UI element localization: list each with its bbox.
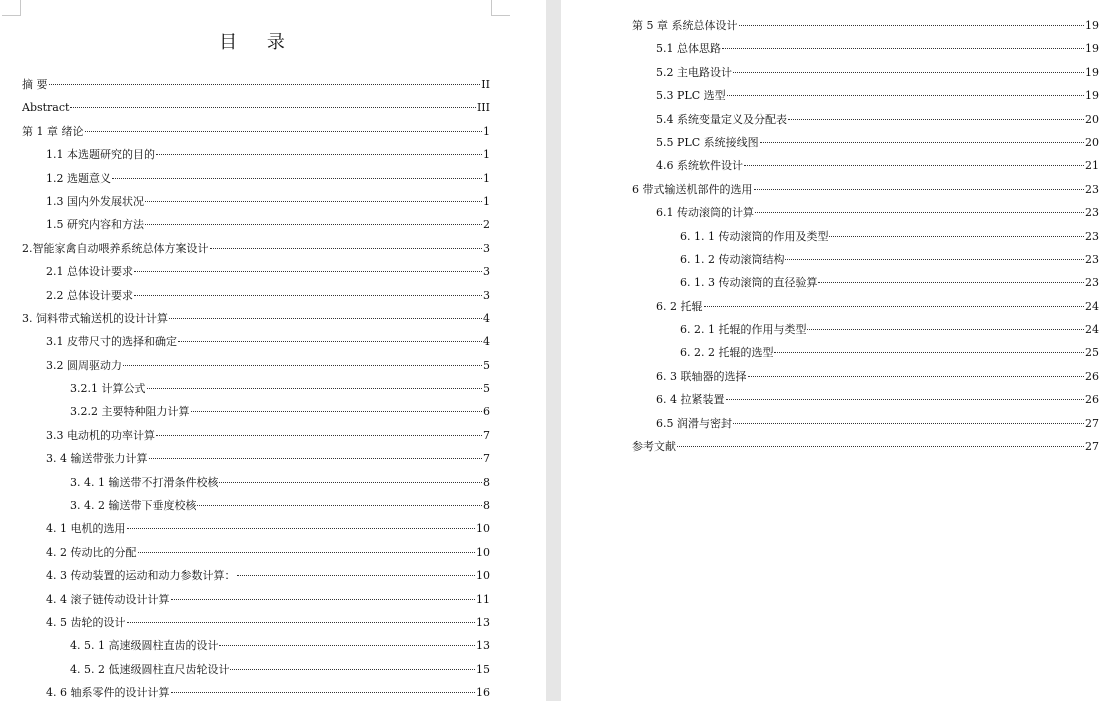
toc-entry-page-number: 1 — [483, 148, 490, 162]
margin-corner-mark — [2, 0, 21, 16]
toc-dot-leader — [127, 528, 476, 529]
toc-entry-label: 3.1 皮带尺寸的选择和确定 — [46, 335, 177, 349]
toc-entry-page-number: 24 — [1085, 299, 1099, 313]
toc-entry-label: 4. 3 传动装置的运动和动力参数计算： — [46, 569, 236, 583]
toc-entry-label: 3. 4 输送带张力计算 — [46, 452, 148, 466]
toc-dot-leader — [744, 165, 1084, 166]
toc-entry-page-number: 19 — [1085, 65, 1099, 79]
toc-entry[interactable] — [22, 213, 490, 236]
toc-list — [22, 73, 490, 701]
toc-entry[interactable] — [632, 108, 1099, 131]
toc-entry-page-number: 4 — [483, 335, 490, 349]
toc-dot-leader — [178, 341, 482, 342]
toc-entry-page-number: 1 — [483, 194, 490, 208]
toc-entry-page-number: 21 — [1085, 159, 1099, 173]
toc-entry-page-number: 11 — [476, 592, 490, 606]
toc-dot-leader — [123, 365, 482, 366]
toc-entry-page-number: 19 — [1085, 19, 1099, 32]
toc-entry[interactable] — [632, 388, 1099, 411]
toc-entry-label: 1.2 选题意义 — [46, 171, 111, 185]
toc-entry-page-number: 20 — [1085, 112, 1099, 126]
toc-entry-label: Abstract — [22, 101, 70, 115]
toc-entry-label: 1.1 本选题研究的目的 — [46, 148, 155, 162]
toc-entry-label: 6. 2. 1 托辊的作用与类型 — [680, 323, 807, 337]
toc-dot-leader — [171, 692, 476, 693]
toc-entry-page-number: 23 — [1085, 252, 1099, 266]
toc-entry-label: 3. 4. 1 输送带不打滑条件校核 — [70, 475, 219, 489]
toc-dot-leader — [748, 376, 1085, 377]
toc-entry[interactable] — [632, 412, 1099, 435]
toc-dot-leader — [727, 95, 1084, 96]
toc-entry-page-number: 23 — [1085, 276, 1099, 290]
toc-dot-leader — [219, 482, 482, 483]
toc-entry-page-number: 26 — [1085, 369, 1099, 383]
toc-dot-leader — [733, 72, 1084, 73]
toc-entry-label: 6. 1. 3 传动滚筒的直径验算 — [680, 276, 818, 290]
toc-entry-page-number: 16 — [476, 686, 490, 700]
toc-entry-page-number: 23 — [1085, 182, 1099, 196]
toc-entry[interactable] — [22, 541, 490, 564]
toc-dot-leader — [138, 552, 476, 553]
toc-dot-leader — [829, 236, 1084, 237]
toc-entry-label: 5.4 系统变量定义及分配表 — [656, 112, 787, 126]
toc-entry-label: 5.3 PLC 选型 — [656, 89, 726, 103]
toc-entry-page-number: 25 — [1085, 346, 1099, 360]
toc-entry-label: 2.1 总体设计要求 — [46, 265, 133, 279]
toc-entry-page-number: 7 — [483, 452, 490, 466]
toc-dot-leader — [171, 599, 476, 600]
toc-entry-label: 2.智能家禽自动喂养系统总体方案设计 — [22, 241, 209, 255]
toc-dot-leader — [722, 48, 1084, 49]
toc-entry-page-number: 4 — [483, 311, 490, 325]
toc-entry-page-number: 19 — [1085, 42, 1099, 56]
toc-entry[interactable] — [22, 354, 490, 377]
toc-entry-page-number: 13 — [476, 615, 490, 629]
toc-entry[interactable] — [632, 435, 1099, 458]
toc-dot-leader — [760, 142, 1084, 143]
toc-entry-label: 第 1 章 绪论 — [22, 124, 84, 138]
toc-dot-leader — [219, 645, 475, 646]
toc-entry[interactable] — [632, 84, 1099, 107]
toc-entry-label: 1.3 国内外发展状况 — [46, 194, 144, 208]
toc-entry-label: 3. 饲料带式输送机的设计计算 — [22, 311, 168, 325]
toc-entry[interactable] — [632, 131, 1099, 154]
toc-entry-label: 5.5 PLC 系统接线图 — [656, 135, 759, 149]
toc-entry[interactable] — [22, 330, 490, 353]
toc-entry[interactable] — [22, 471, 490, 494]
toc-entry-page-number: 3 — [483, 241, 490, 255]
toc-entry-label: 6 带式输送机部件的选用 — [632, 182, 753, 196]
toc-entry[interactable] — [22, 73, 490, 96]
toc-entry[interactable] — [22, 377, 490, 400]
toc-entry-page-number: II — [481, 78, 490, 91]
toc-entry[interactable] — [22, 564, 490, 587]
toc-entry-page-number: 1 — [483, 124, 490, 138]
toc-dot-leader — [733, 423, 1084, 424]
toc-entry[interactable] — [632, 14, 1099, 37]
toc-entry-page-number: 23 — [1085, 206, 1099, 220]
toc-dot-leader — [774, 352, 1084, 353]
toc-entry-label: 4. 1 电机的选用 — [46, 522, 126, 536]
toc-entry-page-number: 8 — [483, 499, 490, 513]
toc-entry[interactable] — [22, 588, 490, 611]
toc-dot-leader — [156, 435, 482, 436]
toc-entry-label: 4. 4 滚子链传动设计计算 — [46, 592, 170, 606]
toc-entry[interactable] — [632, 178, 1099, 201]
toc-dot-leader — [85, 131, 483, 132]
toc-dot-leader — [237, 575, 476, 576]
toc-dot-leader — [818, 282, 1084, 283]
toc-entry[interactable] — [632, 37, 1099, 60]
toc-entry[interactable] — [22, 400, 490, 423]
toc-dot-leader — [726, 399, 1085, 400]
toc-entry[interactable] — [22, 307, 490, 330]
toc-entry[interactable] — [632, 341, 1099, 364]
toc-entry[interactable] — [22, 517, 490, 540]
toc-entry-label: 第 5 章 系统总体设计 — [632, 19, 738, 32]
toc-entry[interactable] — [22, 658, 490, 681]
document-page-right — [561, 0, 1106, 701]
toc-entry-label: 6.5 润滑与密封 — [656, 416, 732, 430]
toc-entry-page-number: 5 — [483, 382, 490, 396]
toc-dot-leader — [785, 259, 1084, 260]
toc-dot-leader — [754, 189, 1085, 190]
toc-entry[interactable] — [22, 237, 490, 260]
toc-entry-page-number: 1 — [483, 171, 490, 185]
toc-entry[interactable] — [22, 424, 490, 447]
toc-entry-page-number: 6 — [483, 405, 490, 419]
toc-entry-label: 3.3 电动机的功率计算 — [46, 428, 155, 442]
toc-entry[interactable] — [632, 225, 1099, 248]
toc-entry-page-number: 19 — [1085, 89, 1099, 103]
toc-dot-leader — [677, 446, 1084, 447]
toc-dot-leader — [191, 411, 483, 412]
toc-dot-leader — [788, 119, 1084, 120]
toc-entry-page-number: 7 — [483, 428, 490, 442]
toc-dot-leader — [149, 458, 483, 459]
toc-dot-leader — [127, 622, 476, 623]
toc-entry[interactable] — [22, 167, 490, 190]
toc-entry-page-number: 3 — [483, 265, 490, 279]
toc-entry[interactable] — [632, 154, 1099, 177]
toc-entry-label: 4. 5. 2 低速级圆柱直尺齿轮设计 — [70, 662, 230, 676]
toc-dot-leader — [134, 271, 482, 272]
toc-entry[interactable] — [22, 611, 490, 634]
toc-entry[interactable] — [22, 260, 490, 283]
toc-entry-label: 3.2.1 计算公式 — [70, 382, 146, 396]
toc-entry-label: 2.2 总体设计要求 — [46, 288, 133, 302]
toc-entry-label: 3.2.2 主要特种阻力计算 — [70, 405, 190, 419]
toc-entry-label: 参考文献 — [632, 440, 676, 454]
document-page-left — [0, 0, 546, 701]
toc-entry-label: 1.5 研究内容和方法 — [46, 218, 144, 232]
toc-dot-leader — [704, 306, 1085, 307]
toc-dot-leader — [70, 107, 476, 108]
toc-entry[interactable] — [632, 271, 1099, 294]
toc-dot-leader — [112, 178, 482, 179]
toc-entry-label: 6. 1. 1 传动滚筒的作用及类型 — [680, 229, 829, 243]
toc-entry[interactable] — [632, 318, 1099, 341]
toc-dot-leader — [739, 25, 1085, 26]
toc-entry-label: 6. 1. 2 传动滚筒结构 — [680, 252, 785, 266]
toc-entry-label: 6. 3 联轴器的选择 — [656, 369, 747, 383]
toc-entry-page-number: III — [476, 101, 490, 115]
toc-entry-page-number: 3 — [483, 288, 490, 302]
toc-entry[interactable] — [632, 365, 1099, 388]
toc-entry-page-number: 5 — [483, 358, 490, 372]
toc-dot-leader — [755, 212, 1084, 213]
toc-dot-leader — [807, 329, 1084, 330]
toc-dot-leader — [169, 318, 482, 319]
toc-entry-page-number: 13 — [476, 639, 490, 653]
toc-entry[interactable] — [22, 284, 490, 307]
toc-title: 目 录 — [219, 32, 297, 53]
toc-entry-page-number: 10 — [476, 522, 490, 536]
toc-list — [632, 14, 1099, 458]
toc-entry-label: 5.2 主电路设计 — [656, 65, 732, 79]
toc-entry-page-number: 8 — [483, 475, 490, 489]
toc-dot-leader — [230, 669, 475, 670]
toc-entry[interactable] — [632, 248, 1099, 271]
toc-dot-leader — [156, 154, 482, 155]
toc-entry-label: 3.2 圆周驱动力 — [46, 358, 122, 372]
toc-entry-page-number: 27 — [1085, 440, 1099, 454]
toc-entry-page-number: 10 — [476, 569, 490, 583]
toc-entry-label: 6. 4 拉紧装置 — [656, 393, 725, 407]
toc-entry-label: 4. 5 齿轮的设计 — [46, 615, 126, 629]
toc-entry-page-number: 20 — [1085, 135, 1099, 149]
toc-entry-page-number: 10 — [476, 545, 490, 559]
toc-entry-label: 3. 4. 2 输送带下垂度校核 — [70, 499, 197, 513]
toc-dot-leader — [197, 505, 482, 506]
toc-entry[interactable] — [632, 201, 1099, 224]
toc-dot-leader — [134, 295, 482, 296]
toc-entry-label: 摘 要 — [22, 78, 48, 91]
margin-corner-mark — [491, 0, 510, 16]
toc-entry[interactable] — [22, 96, 490, 119]
toc-entry[interactable] — [22, 447, 490, 470]
toc-entry[interactable] — [22, 681, 490, 701]
toc-dot-leader — [145, 224, 482, 225]
toc-entry[interactable] — [632, 61, 1099, 84]
toc-entry-page-number: 27 — [1085, 416, 1099, 430]
toc-entry-page-number: 23 — [1085, 229, 1099, 243]
toc-entry-page-number: 2 — [483, 218, 490, 232]
toc-entry-label: 4.6 系统软件设计 — [656, 159, 743, 173]
toc-entry-page-number: 26 — [1085, 393, 1099, 407]
toc-entry-label: 4. 2 传动比的分配 — [46, 545, 137, 559]
toc-entry-label: 4. 6 轴系零件的设计计算 — [46, 686, 170, 700]
toc-entry-label: 6. 2 托辊 — [656, 299, 703, 313]
toc-entry-label: 4. 5. 1 高速级圆柱直齿的设计 — [70, 639, 219, 653]
toc-entry-page-number: 15 — [476, 662, 490, 676]
toc-entry[interactable] — [22, 190, 490, 213]
toc-entry[interactable] — [632, 295, 1099, 318]
toc-entry[interactable] — [22, 494, 490, 517]
toc-dot-leader — [210, 248, 483, 249]
toc-entry[interactable] — [22, 120, 490, 143]
toc-entry-page-number: 24 — [1085, 323, 1099, 337]
toc-entry-label: 6.1 传动滚筒的计算 — [656, 206, 754, 220]
toc-entry[interactable] — [22, 143, 490, 166]
toc-dot-leader — [145, 201, 482, 202]
toc-entry-label: 5.1 总体思路 — [656, 42, 721, 56]
toc-dot-leader — [49, 84, 481, 85]
toc-dot-leader — [147, 388, 483, 389]
toc-entry-label: 6. 2. 2 托辊的选型 — [680, 346, 774, 360]
toc-entry[interactable] — [22, 634, 490, 657]
